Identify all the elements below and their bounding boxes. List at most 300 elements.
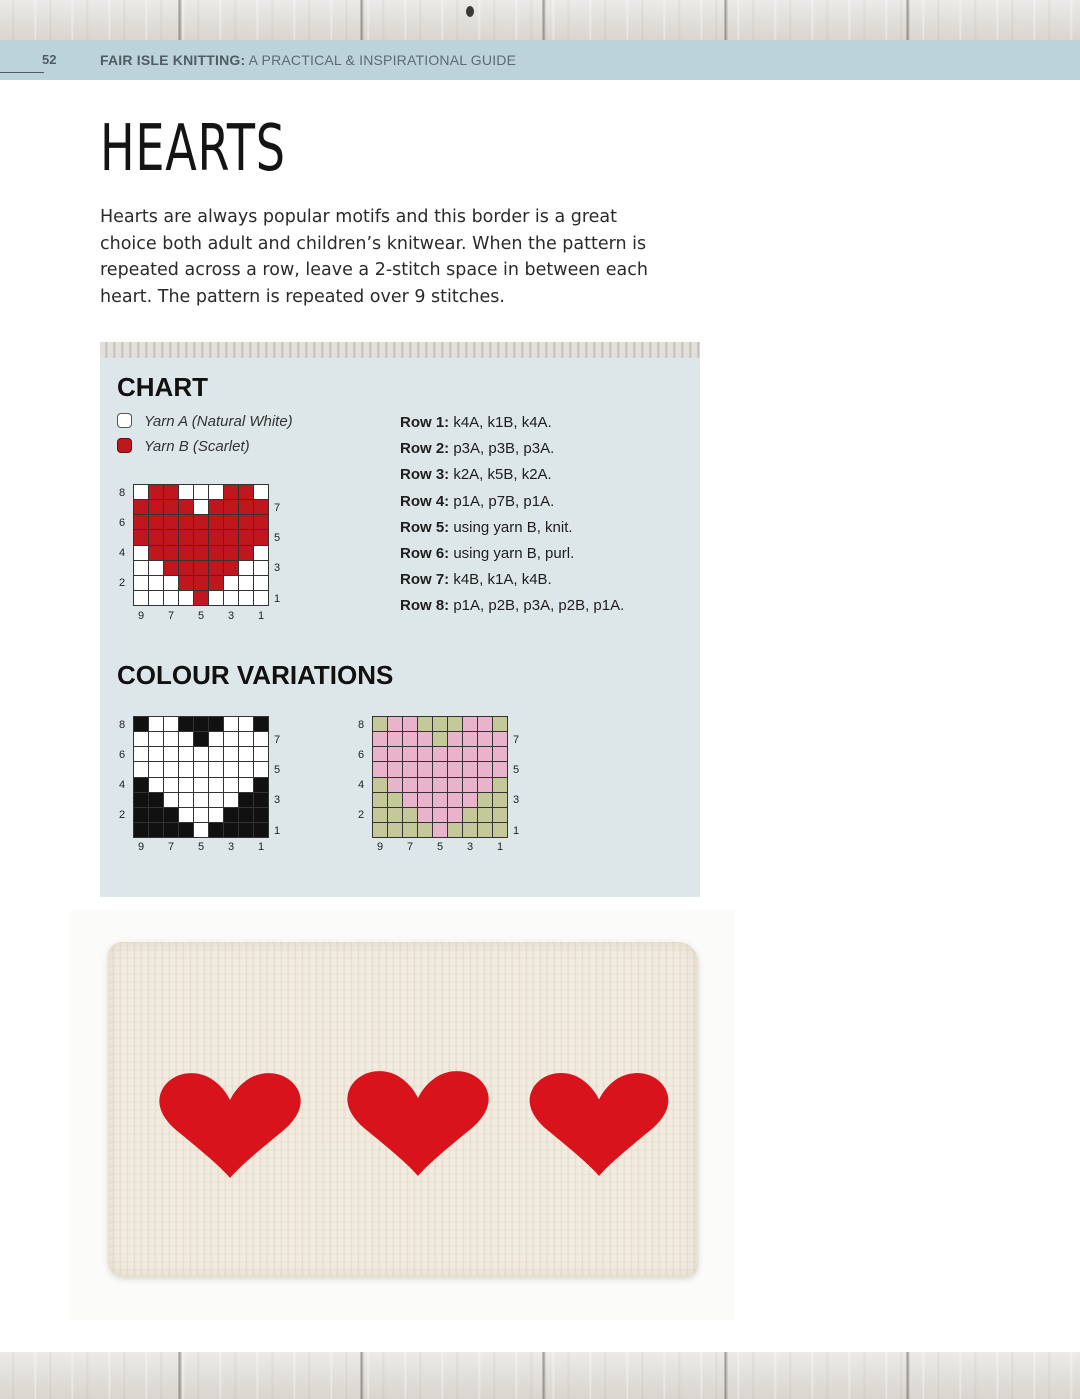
chart-cell-yarn-a (164, 591, 179, 606)
row-label: Row 6: (400, 545, 450, 563)
variation-chart-black-white (133, 716, 269, 838)
chart-cell-yarn-b (239, 747, 254, 762)
chart-cell-yarn-b (134, 747, 149, 762)
chart-cell-yarn-a (418, 823, 433, 838)
book-title-bold: FAIR ISLE KNITTING: (100, 52, 246, 68)
chart-cell-yarn-a (403, 823, 418, 838)
chart-cell-yarn-b (254, 747, 269, 762)
chart-cell-yarn-b (224, 778, 239, 793)
chart-cell-yarn-a (373, 778, 388, 793)
chart-cell-yarn-a (209, 823, 224, 838)
chart-cell-yarn-b (224, 546, 239, 561)
chart-cell-yarn-a (388, 793, 403, 808)
chart-cell-yarn-b (463, 793, 478, 808)
chart-cell-yarn-b (134, 500, 149, 515)
chart-cell-yarn-a (164, 576, 179, 591)
chart-cell-yarn-b (149, 546, 164, 561)
chart-cell-yarn-b (164, 762, 179, 777)
chart-cell-yarn-a (194, 717, 209, 732)
row-text: p1A, p2B, p3A, p2B, p1A. (449, 597, 625, 615)
chart-cell-yarn-b (388, 732, 403, 747)
chart-cell-yarn-b (134, 515, 149, 530)
row-text: k4A, k1B, k4A. (449, 414, 552, 431)
chart-cell-yarn-a (493, 717, 508, 732)
chart-cell-yarn-a (478, 808, 493, 823)
chart-cell-yarn-a (179, 485, 194, 500)
chart-cell-yarn-a (373, 793, 388, 808)
chart-cell-yarn-b (209, 576, 224, 591)
row-number-2: 2 (358, 809, 365, 821)
page-title: HEARTS (100, 112, 286, 186)
chart-cell-yarn-a (164, 823, 179, 838)
chart-cell-yarn-b (179, 793, 194, 808)
chart-cell-yarn-b (179, 546, 194, 561)
page-number: 52 (42, 52, 57, 67)
chart-cell-yarn-b (149, 778, 164, 793)
chart-cell-yarn-b (164, 561, 179, 576)
chart-cell-yarn-b (493, 732, 508, 747)
chart-cell-yarn-a (149, 561, 164, 576)
chart-cell-yarn-a (224, 591, 239, 606)
chart-cell-yarn-b (448, 747, 463, 762)
row-number-6: 6 (119, 749, 126, 761)
chart-cell-yarn-b (388, 778, 403, 793)
row-number-7: 7 (274, 734, 281, 746)
chart-cell-yarn-b (179, 762, 194, 777)
chart-cell-yarn-a (149, 823, 164, 838)
chart-cell-yarn-a (134, 793, 149, 808)
book-title-subtitle: A PRACTICAL & INSPIRATIONAL GUIDE (245, 52, 517, 68)
chart-cell-yarn-b (209, 530, 224, 545)
chart-cell-yarn-b (179, 500, 194, 515)
chart-cell-yarn-b (149, 762, 164, 777)
col-number-1: 1 (258, 841, 265, 853)
chart-cell-yarn-b (224, 530, 239, 545)
col-number-7: 7 (407, 841, 414, 853)
chart-cell-yarn-a (463, 808, 478, 823)
row-instruction (400, 462, 624, 488)
chart-cell-yarn-b (134, 530, 149, 545)
chart-cell-yarn-b (254, 500, 269, 515)
chart-cell-yarn-b (224, 485, 239, 500)
row-instruction (400, 515, 624, 541)
chart-cell-yarn-b (209, 500, 224, 515)
row-number-6: 6 (358, 749, 365, 761)
chart-cell-yarn-a (254, 591, 269, 606)
chart-cell-yarn-a (134, 546, 149, 561)
wood-background-top (0, 0, 1080, 40)
chart-cell-yarn-b (179, 530, 194, 545)
chart-cell-yarn-a (254, 793, 269, 808)
chart-cell-yarn-b (403, 747, 418, 762)
row-number-8: 8 (119, 487, 126, 499)
chart-cell-yarn-b (224, 717, 239, 732)
chart-cell-yarn-b (164, 485, 179, 500)
row-label: Row 2: (400, 440, 450, 458)
chart-cell-yarn-b (209, 546, 224, 561)
chart-cell-yarn-a (448, 717, 463, 732)
col-number-1: 1 (497, 841, 504, 853)
row-number-3: 3 (513, 794, 520, 806)
chart-cell-yarn-a (149, 591, 164, 606)
chart-cell-yarn-b (209, 561, 224, 576)
chart-cell-yarn-a (373, 823, 388, 838)
legend-yarn-a-label: Yarn A (Natural White) (144, 413, 293, 430)
chart-cell-yarn-b (194, 515, 209, 530)
chart-cell-yarn-a (478, 793, 493, 808)
wood-background-bottom (0, 1352, 1080, 1399)
chart-cell-yarn-b (179, 576, 194, 591)
chart-cell-yarn-b (224, 732, 239, 747)
chart-cell-yarn-a (134, 485, 149, 500)
chart-cell-yarn-a (224, 576, 239, 591)
chart-cell-yarn-b (164, 546, 179, 561)
chart-cell-yarn-b (149, 515, 164, 530)
chart-cell-yarn-b (254, 515, 269, 530)
chart-cell-yarn-a (373, 717, 388, 732)
chart-cell-yarn-a (448, 823, 463, 838)
chart-cell-yarn-b (134, 762, 149, 777)
chart-panel (100, 358, 700, 897)
col-number-3: 3 (467, 841, 474, 853)
row-label: Row 4: (400, 492, 450, 510)
chart-cell-yarn-a (373, 808, 388, 823)
col-number-3: 3 (228, 610, 235, 622)
chart-cell-yarn-a (134, 717, 149, 732)
chart-cell-yarn-a (254, 546, 269, 561)
row-number-1: 1 (513, 825, 520, 837)
chart-cell-yarn-b (194, 546, 209, 561)
chart-cell-yarn-b (224, 515, 239, 530)
row-instruction (400, 410, 624, 436)
chart-cell-yarn-b (239, 500, 254, 515)
chart-cell-yarn-b (194, 561, 209, 576)
chart-cell-yarn-a (179, 823, 194, 838)
knitted-swatch-photo (108, 942, 698, 1277)
row-instruction (400, 541, 624, 567)
col-number-7: 7 (168, 610, 175, 622)
chart-cell-yarn-b (194, 808, 209, 823)
chart-cell-yarn-b (418, 808, 433, 823)
chart-cell-yarn-a (164, 808, 179, 823)
chart-cell-yarn-b (388, 747, 403, 762)
chart-cell-yarn-b (388, 762, 403, 777)
chart-cell-yarn-b (209, 808, 224, 823)
chart-cell-yarn-b (179, 732, 194, 747)
chart-cell-yarn-b (463, 747, 478, 762)
chart-cell-yarn-b (239, 732, 254, 747)
chart-cell-yarn-b (209, 778, 224, 793)
col-number-9: 9 (138, 841, 145, 853)
chart-cell-yarn-b (433, 762, 448, 777)
row-instruction (400, 489, 624, 515)
chart-cell-yarn-b (493, 747, 508, 762)
intro-paragraph: Hearts are always popular motifs and this border is a great choice both adult and children’s knitwear. When the pattern is repeated across a row, leave a 2-stitch space in between each heart. The pattern is repeated over 9 stitches. (100, 207, 648, 307)
chart-cell-yarn-b (194, 793, 209, 808)
chart-cell-yarn-a (179, 591, 194, 606)
row-number-3: 3 (274, 562, 281, 574)
chart-cell-yarn-b (373, 732, 388, 747)
chart-cell-yarn-b (403, 778, 418, 793)
row-number-8: 8 (119, 719, 126, 731)
chart-cell-yarn-b (164, 515, 179, 530)
row-label: Row 8: (400, 597, 450, 615)
row-text: k4B, k1A, k4B. (449, 571, 552, 589)
heart-chart-grid (133, 484, 269, 606)
chart-cell-yarn-b (433, 778, 448, 793)
chart-cell-yarn-a (134, 576, 149, 591)
chart-cell-yarn-a (239, 793, 254, 808)
chart-cell-yarn-b (239, 762, 254, 777)
chart-cell-yarn-a (209, 591, 224, 606)
chart-cell-yarn-b (418, 762, 433, 777)
chart-cell-yarn-a (254, 485, 269, 500)
yarn-b-swatch (117, 438, 132, 453)
chart-cell-yarn-b (403, 732, 418, 747)
row-number-8: 8 (358, 719, 365, 731)
chart-cell-yarn-b (209, 793, 224, 808)
chart-cell-yarn-a (239, 823, 254, 838)
chart-cell-yarn-b (149, 530, 164, 545)
knitted-heart-2 (338, 1068, 498, 1178)
chart-cell-yarn-b (478, 762, 493, 777)
chart-cell-yarn-a (149, 576, 164, 591)
chart-cell-yarn-b (149, 500, 164, 515)
chart-cell-yarn-b (448, 793, 463, 808)
chart-cell-yarn-b (373, 747, 388, 762)
legend-yarn-b (117, 438, 250, 455)
chart-cell-yarn-a (239, 808, 254, 823)
knitted-heart-1 (154, 1070, 306, 1180)
chart-cell-yarn-a (134, 778, 149, 793)
chart-cell-yarn-a (388, 808, 403, 823)
variation-chart-green-pink (372, 716, 508, 838)
col-number-5: 5 (198, 841, 205, 853)
chart-cell-yarn-b (224, 747, 239, 762)
row-text: p3A, p3B, p3A. (449, 440, 555, 458)
chart-cell-yarn-b (448, 808, 463, 823)
row-number-3: 3 (274, 794, 281, 806)
chart-cell-yarn-a (239, 561, 254, 576)
chart-cell-yarn-b (179, 808, 194, 823)
chart-cell-yarn-a (254, 576, 269, 591)
chart-cell-yarn-b (463, 732, 478, 747)
col-number-5: 5 (198, 610, 205, 622)
row-number-7: 7 (513, 734, 520, 746)
row-number-6: 6 (119, 517, 126, 529)
chart-cell-yarn-a (209, 717, 224, 732)
row-text: using yarn B, purl. (449, 545, 575, 563)
chart-cell-yarn-b (448, 732, 463, 747)
chart-cell-yarn-b (209, 515, 224, 530)
chart-cell-yarn-b (463, 778, 478, 793)
book-title (100, 52, 516, 68)
chart-cell-yarn-b (224, 793, 239, 808)
chart-cell-yarn-a (209, 485, 224, 500)
chart-cell-yarn-b (194, 823, 209, 838)
chart-cell-yarn-a (433, 717, 448, 732)
chart-cell-yarn-a (134, 823, 149, 838)
chart-cell-yarn-a (493, 808, 508, 823)
chart-cell-yarn-b (493, 762, 508, 777)
chart-cell-yarn-a (254, 808, 269, 823)
chart-cell-yarn-b (149, 732, 164, 747)
chart-cell-yarn-b (463, 717, 478, 732)
col-number-9: 9 (138, 610, 145, 622)
chart-cell-yarn-b (388, 717, 403, 732)
row-number-7: 7 (274, 502, 281, 514)
row-number-4: 4 (119, 779, 126, 791)
wood-knot (466, 6, 474, 17)
chart-cell-yarn-a (194, 485, 209, 500)
chart-cell-yarn-b (239, 778, 254, 793)
row-label: Row 7: (400, 571, 450, 589)
row-number-5: 5 (274, 532, 281, 544)
row-number-2: 2 (119, 577, 126, 589)
col-number-5: 5 (437, 841, 444, 853)
chart-cell-yarn-b (403, 762, 418, 777)
chart-cell-yarn-a (493, 823, 508, 838)
page-number-rule (0, 72, 44, 73)
row-label: Row 3: (400, 466, 450, 484)
chart-cell-yarn-a (493, 793, 508, 808)
chart-cell-yarn-a (254, 823, 269, 838)
row-number-1: 1 (274, 593, 281, 605)
chart-cell-yarn-a (149, 808, 164, 823)
colour-variations-heading: COLOUR VARIATIONS (117, 660, 394, 690)
legend-yarn-a (117, 413, 293, 430)
chart-heading: CHART (117, 372, 208, 402)
chart-cell-yarn-b (179, 747, 194, 762)
chart-cell-yarn-b (418, 778, 433, 793)
row-text: using yarn B, knit. (449, 518, 573, 536)
chart-cell-yarn-a (134, 561, 149, 576)
chart-cell-yarn-b (194, 530, 209, 545)
chart-cell-yarn-b (149, 747, 164, 762)
chart-cell-yarn-b (254, 762, 269, 777)
chart-cell-yarn-b (194, 591, 209, 606)
chart-cell-yarn-b (418, 793, 433, 808)
chart-cell-yarn-a (388, 823, 403, 838)
chart-cell-yarn-b (433, 808, 448, 823)
chart-cell-yarn-b (239, 717, 254, 732)
col-number-7: 7 (168, 841, 175, 853)
chart-cell-yarn-b (179, 778, 194, 793)
row-instruction (400, 436, 624, 462)
chart-cell-yarn-a (254, 561, 269, 576)
chart-cell-yarn-a (239, 591, 254, 606)
chart-cell-yarn-b (224, 762, 239, 777)
col-number-9: 9 (377, 841, 384, 853)
chart-cell-yarn-b (239, 530, 254, 545)
chart-cell-yarn-a (478, 823, 493, 838)
chart-cell-yarn-b (149, 717, 164, 732)
running-header (0, 40, 1080, 80)
chart-cell-yarn-b (433, 793, 448, 808)
chart-cell-yarn-b (164, 500, 179, 515)
panel-wood-strip (100, 342, 700, 358)
chart-cell-yarn-b (403, 717, 418, 732)
chart-cell-yarn-b (194, 747, 209, 762)
chart-cell-yarn-b (194, 778, 209, 793)
knitted-heart-3 (524, 1070, 674, 1178)
chart-cell-yarn-b (209, 732, 224, 747)
legend-yarn-b-label: Yarn B (Scarlet) (144, 438, 250, 455)
row-label: Row 5: (400, 518, 450, 536)
chart-cell-yarn-b (179, 515, 194, 530)
chart-cell-yarn-a (224, 808, 239, 823)
chart-cell-yarn-b (448, 778, 463, 793)
chart-cell-yarn-b (179, 561, 194, 576)
chart-cell-yarn-b (149, 485, 164, 500)
chart-cell-yarn-b (209, 747, 224, 762)
chart-cell-yarn-b (164, 732, 179, 747)
row-number-4: 4 (119, 547, 126, 559)
chart-cell-yarn-a (194, 732, 209, 747)
row-number-5: 5 (513, 764, 520, 776)
row-text: p1A, p7B, p1A. (449, 492, 555, 510)
chart-cell-yarn-a (194, 500, 209, 515)
chart-cell-yarn-b (403, 793, 418, 808)
row-number-2: 2 (119, 809, 126, 821)
chart-cell-yarn-b (373, 762, 388, 777)
chart-cell-yarn-b (239, 515, 254, 530)
chart-cell-yarn-b (164, 778, 179, 793)
chart-cell-yarn-b (433, 823, 448, 838)
row-number-5: 5 (274, 764, 281, 776)
chart-cell-yarn-b (239, 546, 254, 561)
chart-cell-yarn-a (254, 778, 269, 793)
row-text: k2A, k5B, k2A. (449, 466, 552, 484)
chart-cell-yarn-b (164, 530, 179, 545)
chart-cell-yarn-b (194, 576, 209, 591)
chart-cell-yarn-b (448, 762, 463, 777)
chart-cell-yarn-a (134, 591, 149, 606)
chart-cell-yarn-a (433, 732, 448, 747)
chart-cell-yarn-a (463, 823, 478, 838)
col-number-3: 3 (228, 841, 235, 853)
row-instructions (400, 410, 624, 620)
col-number-1: 1 (258, 610, 265, 622)
chart-cell-yarn-a (493, 778, 508, 793)
chart-cell-yarn-a (254, 717, 269, 732)
chart-cell-yarn-b (478, 732, 493, 747)
chart-cell-yarn-a (179, 717, 194, 732)
row-instruction (400, 593, 624, 619)
row-label: Row 1: (400, 414, 450, 431)
chart-cell-yarn-b (254, 530, 269, 545)
chart-cell-yarn-b (164, 793, 179, 808)
chart-cell-yarn-b (239, 485, 254, 500)
chart-cell-yarn-b (463, 762, 478, 777)
chart-cell-yarn-b (478, 778, 493, 793)
chart-cell-yarn-a (149, 793, 164, 808)
chart-cell-yarn-b (478, 717, 493, 732)
chart-cell-yarn-b (224, 500, 239, 515)
chart-cell-yarn-a (224, 823, 239, 838)
chart-cell-yarn-b (209, 762, 224, 777)
chart-cell-yarn-b (478, 747, 493, 762)
chart-cell-yarn-b (433, 747, 448, 762)
chart-cell-yarn-a (418, 717, 433, 732)
chart-cell-yarn-b (164, 717, 179, 732)
row-number-1: 1 (274, 825, 281, 837)
chart-cell-yarn-b (134, 732, 149, 747)
chart-cell-yarn-a (403, 808, 418, 823)
yarn-a-swatch (117, 413, 132, 428)
chart-cell-yarn-a (134, 808, 149, 823)
row-instruction (400, 567, 624, 593)
